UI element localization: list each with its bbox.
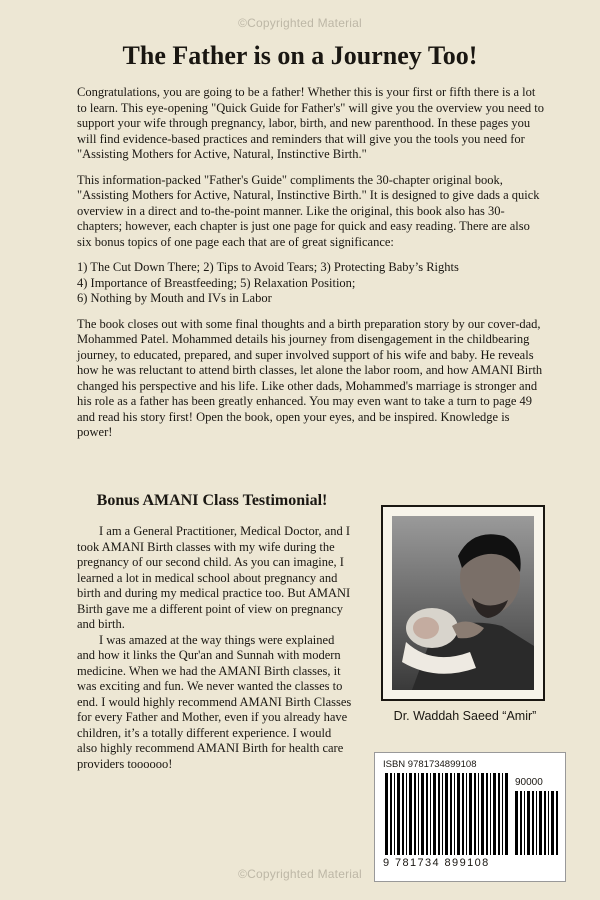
intro-section [77, 85, 546, 451]
testimonial-heading: Bonus AMANI Class Testimonial! [96, 492, 328, 509]
isbn-barcode [374, 752, 566, 882]
isbn-label: ISBN 9781734899108 [383, 759, 477, 770]
barcode-digits: 9 781734 899108 [383, 857, 490, 869]
bonus-topics-list [77, 260, 546, 307]
testimonial-paragraph-1: I am a General Practitioner, Medical Doctor, and I took AMANI Birth classes with my wife during the pregnancy of our second child. As you can imagine, I learned a lot in medical school about pregnancy and birth and during my medical practice too. But AMANI Birth gave me a different point of view on pregnancy and birth. [77, 524, 351, 631]
bonus-topic-line: 6) Nothing by Mouth and IVs in Labor [77, 291, 272, 305]
intro-paragraph-3: The book closes out with some final thoughts and a birth preparation story by our cover-dad, Mohammed Patel. Mohammed details his journey from disengagement in the childbearing journey, to educated, prepared, and super involved support of his wife and baby. He reveals how he was reluctant to attend birth classes, let alone the labor room, and how AMANI Birth changed his perspective and his life. Like other dads, Mohammed's marriage is stronger and his role as a father has been greatly enhanced. You may even want to take a turn to page 49 and read his story first! Open the book, open your eyes, and be inspired. Knowledge is power! [77, 316, 543, 439]
intro-paragraph-2: This information-packed "Father's Guide" compliments the 30-chapter original book, "Assisting Mothers for Active, Natural, Instinctive Birth." It is designed to give dads a quick overview in a direct and to-the-point manner. Like the original, this book also has 30-chapters; however, each chapter is just one page for quick and easy reading. There are also six bonus topics of one page each that are of great significance: [77, 172, 540, 249]
intro-paragraph-1: Congratulations, you are going to be a father! Whether this is your first or fifth there is a lot to learn. This eye-opening "Quick Guide for Father's" will give you the overview you need to support your wife through pregnancy, labor, birth, and new parenthood. In these pages you will find evidence-based practices and reminders that will give you the tools you need for "Assisting Mothers for Active, Natural, Instinctive Birth." [77, 85, 544, 161]
doctor-photo-frame [381, 505, 545, 701]
price-code: 90000 [515, 777, 543, 788]
page-title: The Father is on a Journey Too! [122, 41, 478, 70]
testimonial-paragraph-2: I was amazed at the way things were explained and how it links the Qur'an and Sunnah with modern medicine. When we had the AMANI Birth classes, it was exciting and fun. We never wanted the classes to end. I would highly recommend AMANI Birth Classes for every Father and Mother, even if you already have children, it’s a totally different experience. I would also highly recommend AMANI Birth for health care providers toooooo! [77, 632, 352, 771]
bonus-topic-line: 1) The Cut Down There; 2) Tips to Avoid Tears; 3) Protecting Baby’s Rights [77, 260, 459, 274]
doctor-with-baby-photo [392, 516, 534, 690]
copyright-watermark-bottom: ©Copyrighted Material [238, 867, 362, 881]
copyright-watermark-top: ©Copyrighted Material [238, 16, 362, 30]
testimonial-text [77, 524, 352, 772]
bonus-topic-line: 4) Importance of Breastfeeding; 5) Relaxation Position; [77, 275, 356, 290]
photo-caption: Dr. Waddah Saeed “Amir” [393, 709, 537, 723]
